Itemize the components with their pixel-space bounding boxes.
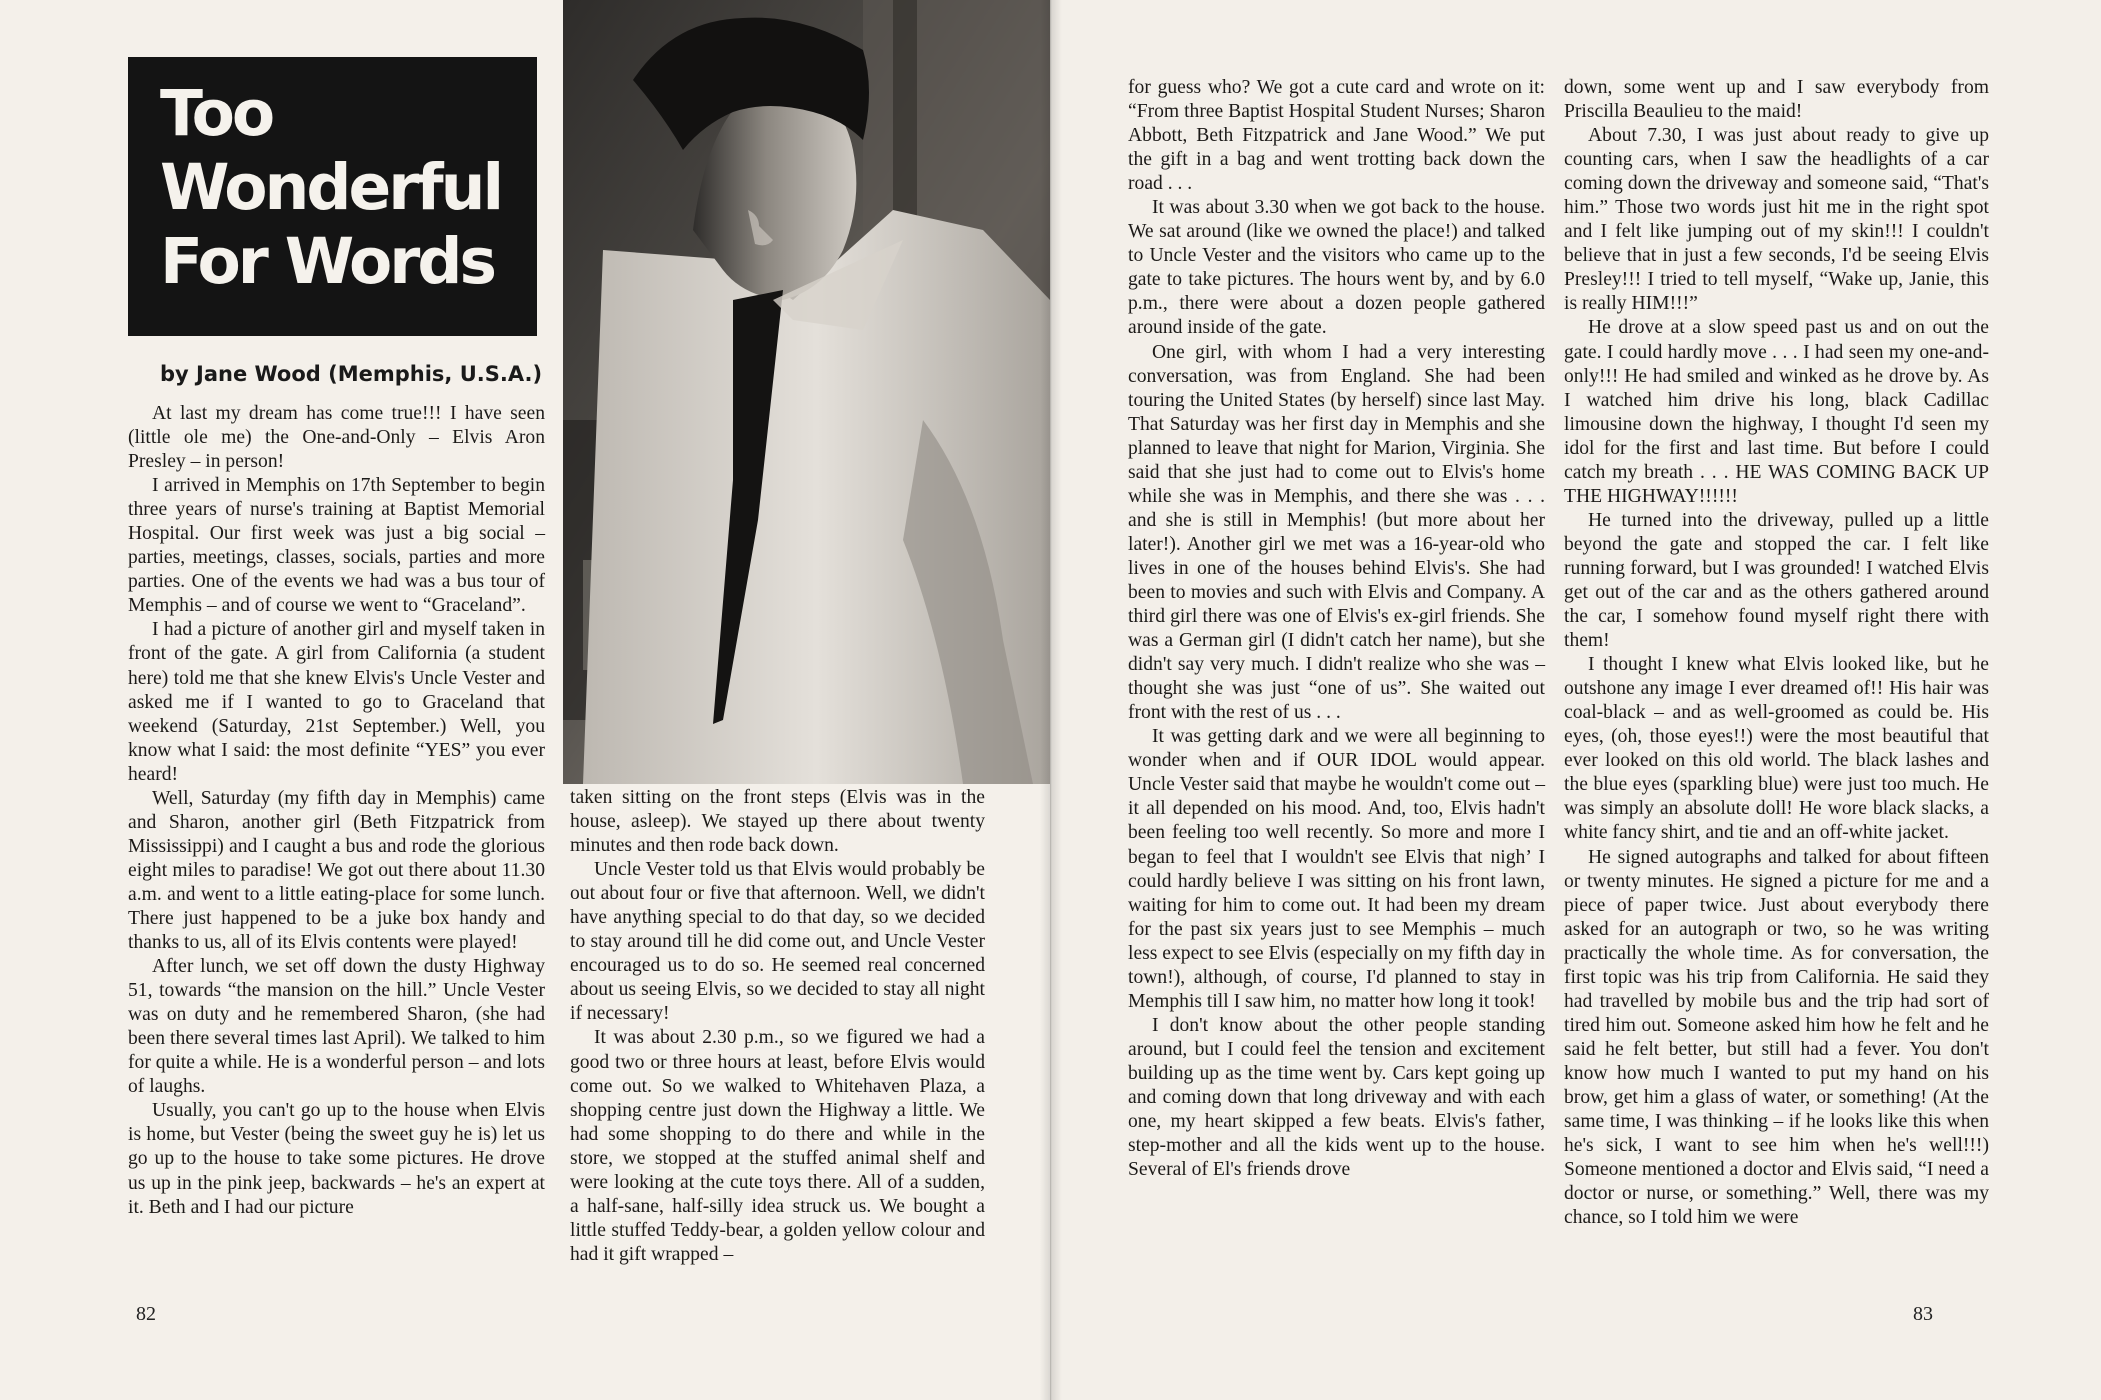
paragraph: I don't know about the other people standing around, but I could feel the tension and excitement building up as the time went by. Cars kept going up and coming down that long driveway and with each one, my heart skipped a few beats. Elvis's father, step-mother and all the kids went up to the house. Several of El's friends drove: [1128, 1014, 1545, 1181]
title-line: For Words: [160, 225, 494, 298]
page-number-right: 83: [1913, 1303, 1933, 1325]
paragraph: At last my dream has come true!!! I have seen (little ole me) the One-and-Only – Elvis Aron Presley – in person!: [128, 403, 545, 473]
paragraph: It was about 2.30 p.m., so we figured we had a good two or three hours at least, before Elvis would come out. So we walked to Whitehaven Plaza, a shopping centre just down the Highway a little. We had some shopping to do there and while in the store, we stopped at the stuffed animal shelf and were looking at the cute toys there. All of a sudden, a half-sane, half-silly idea struck us. We bought a little stuffed Teddy-bear, a golden yellow colour and had it gift wrapped –: [570, 1027, 985, 1265]
paragraph: taken sitting on the front steps (Elvis was in the house, asleep). We stayed up there about twenty minutes and then rode back down.: [570, 787, 985, 857]
left-page: [0, 0, 1050, 1400]
article-title: [160, 77, 523, 299]
paragraph: After lunch, we set off down the dusty Highway 51, towards “the mansion on the hill.” Uncle Vester was on duty and he remembered Sharon, (she had been there several times last April). We talked to him for quite a while. He is a wonderful person – and lots of laughs.: [128, 956, 545, 1098]
paragraph: He signed autographs and talked for about fifteen or twenty minutes. He signed a picture for me and a piece of paper twice. Just about everybody there asked for an autograph or two, so he was writing practically the whole time. As for conversation, the first topic was his trip from California. He said they had travelled by mobile bus and the trip had sort of tired him out. Someone asked him how he felt and he said he felt better, but still had a fever. You don't know how much I wanted to put my hand on his brow, get him a glass of water, or something! (At the same time, I was thinking – if he looks like this when he's sick, I want to see him when he's well!!!) Someone mentioned a doctor and Elvis said, “I need a doctor or nurse, or something.” Well, there was my chance, so I told him we were: [1564, 846, 1989, 1229]
paragraph: It was about 3.30 when we got back to the house. We sat around (like we owned the place!) and talked to Uncle Vester and the visitors who came up to the gate to take pictures. The hours went by, and by 6.0 p.m., there were about a dozen people gathered around inside of the gate.: [1128, 197, 1545, 339]
column-3: [1128, 76, 1545, 1182]
photo-illustration: [563, 0, 1050, 784]
paragraph: I arrived in Memphis on 17th September to begin three years of nurse's training at Baptist Memorial Hospital. Our first week was just a big social – parties, meetings, classes, socials, parties and more parties. One of the events we had was a bus tour of Memphis – and of course we went to “Graceland”.: [128, 475, 545, 617]
paragraph: Uncle Vester told us that Elvis would probably be out about four or five that afternoon. Well, we didn't have anything special to do that day, so we decided to stay around till he did come out, and Uncle Vester encouraged us to do so. He seemed real concerned about us seeing Elvis, so we decided to stay all night if necessary!: [570, 859, 985, 1025]
paragraph: down, some went up and I saw everybody from Priscilla Beaulieu to the maid!: [1564, 77, 1989, 123]
paragraph: One girl, with whom I had a very interesting conversation, was from England. She had been touring the United States (by herself) since last May. That Saturday was her first day in Memphis and she planned to leave that night for Marion, Virginia. She said that she just had to come out to Elvis's home while she was in Memphis, and there she was . . . and she is still in Memphis! (but more about her later!). Another girl we met was a 16-year-old who lives in one of the houses behind Elvis's. She had been to movies and such with Elvis and Company. A third girl there was one of Elvis's ex-girl friends. She was a German girl (I didn't catch her name), but she didn't say very much. I didn't realize who she was – thought she was just “one of us”. She waited out front with the rest of us . . .: [1128, 341, 1545, 724]
column-4: [1564, 76, 1989, 1230]
paragraph: for guess who? We got a cute card and wrote on it: “From three Baptist Hospital Student Nurses; Sharon Abbott, Beth Fitzpatrick and Jane Wood.” We put the gift in a bag and went trotting back down the road . . .: [1128, 77, 1545, 195]
paragraph: About 7.30, I was just about ready to give up counting cars, when I saw the headlights of a car coming down the driveway and someone said, “That's him.” Those two words just hit me in the right spot and I felt like jumping out of my skin!!! I couldn't believe that in just a few seconds, I'd be seeing Elvis Presley!!! I tried to tell myself, “Wake up, Janie, this is really HIM!!!”: [1564, 125, 1989, 315]
paragraph: Well, Saturday (my fifth day in Memphis) came and Sharon, another girl (Beth Fitzpatrick from Mississippi) and I caught a bus and rode the glorious eight miles to paradise! We got out there about 11.30 a.m. and went to a little eating-place for some lunch. There just happened to be a juke box handy and thanks to us, all of its Elvis contents were played!: [128, 787, 545, 954]
right-page: [1051, 0, 2101, 1400]
title-box: [128, 57, 537, 336]
column-1: [128, 402, 545, 1220]
title-line: Too: [160, 77, 273, 150]
paragraph: He drove at a slow speed past us and on out the gate. I could hardly move . . . I had seen my one-and-only!!! He had smiled and winked as he drove by. As I watched him drive his long, black Cadillac limousine down the highway, I thought I'd seen my idol for the first and last time. But before I could catch my breath . . . HE WAS COMING BACK UP THE HIGHWAY!!!!!!: [1564, 317, 1989, 507]
elvis-photo: [563, 0, 1050, 784]
page-number-left: 82: [136, 1303, 156, 1325]
book-gutter: [1040, 0, 1062, 1400]
column-2: [570, 786, 985, 1267]
byline: by Jane Wood (Memphis, U.S.A.): [160, 362, 543, 386]
paragraph: He turned into the driveway, pulled up a little beyond the gate and stopped the car. I felt like running forward, but I was grounded! I watched Elvis get out of the car and as the others gathered around the car, I somehow found myself right there with them!: [1564, 509, 1989, 652]
paragraph: I had a picture of another girl and myself taken in front of the gate. A girl from California (a student here) told me that she knew Elvis's Uncle Vester and asked me if I wanted to go to Graceland that weekend (Saturday, 21st September.) Well, you know what I said: the most definite “YES” you ever heard!: [128, 619, 545, 785]
title-line: Wonderful: [160, 151, 502, 224]
paragraph: I thought I knew what Elvis looked like, but he outshone any image I ever dreamed of!! His hair was coal-black – and as well-groomed as could be. His eyes, (oh, those eyes!!) were the most beautiful that ever looked on this old world. The black lashes and the blue eyes (sparkling blue) were just too much. He was simply an absolute doll! He wore black slacks, a white fancy shirt, and tie and an off-white jacket.: [1564, 654, 1989, 844]
paragraph: Usually, you can't go up to the house when Elvis is home, but Vester (being the sweet guy he is) let us go up to the house to take some pictures. He drove us up in the pink jeep, backwards – he's an expert at it. Beth and I had our picture: [128, 1100, 545, 1218]
paragraph: It was getting dark and we were all beginning to wonder when and if OUR IDOL would appear. Uncle Vester said that maybe he wouldn't come out – it all depended on his mood. And, too, Elvis hadn't been feeling too well recently. So more and more I began to feel that I wouldn't see Elvis that nigh’ I could hardly believe I was sitting on his front lawn, waiting for him to come out. It had been my dream for the past six years just to see Memphis – much less expect to see Elvis (especially on my fifth day in town!), although, of course, I'd planned to stay in Memphis till I saw him, no matter how long it took!: [1128, 726, 1545, 1012]
